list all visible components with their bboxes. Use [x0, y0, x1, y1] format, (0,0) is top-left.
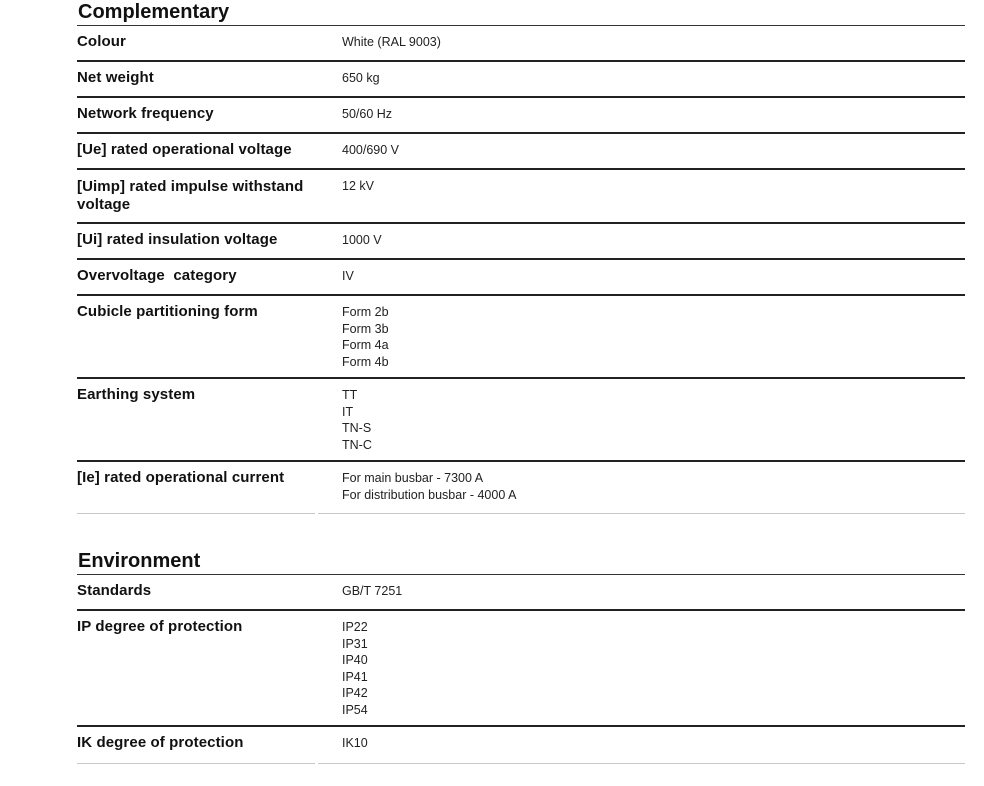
spec-value: For main busbar - 7300 A	[342, 471, 484, 485]
spec-row-uimp-voltage	[77, 170, 965, 224]
spec-value: Form 4b	[342, 354, 389, 369]
spec-value: IK10	[342, 736, 368, 750]
spec-values	[342, 170, 965, 222]
spec-label: Overvoltage category	[77, 267, 237, 284]
spec-value: IV	[342, 269, 354, 283]
spec-row-ui-voltage	[77, 224, 965, 260]
spec-values	[342, 26, 965, 60]
spec-row-ie-current	[77, 462, 965, 514]
spec-row-overvoltage-category	[77, 260, 965, 296]
spec-label: IK degree of protection	[77, 734, 244, 751]
spec-value: TN-C	[342, 437, 372, 452]
spec-row-cubicle-partitioning	[77, 296, 965, 379]
spec-value: White (RAL 9003)	[342, 35, 441, 49]
spec-values	[342, 260, 965, 294]
spec-value: IP42	[342, 686, 368, 700]
spec-row-ip-degree	[77, 611, 965, 727]
spec-values	[342, 296, 965, 377]
spec-label: Cubicle partitioning form	[77, 303, 258, 320]
spec-label: Earthing system	[77, 386, 196, 403]
spec-value: Form 3b	[342, 321, 389, 336]
spec-value: Form 4a	[342, 338, 389, 352]
spec-label: Standards	[77, 582, 152, 599]
spec-value: IP40	[342, 653, 368, 667]
spec-value: IP41	[342, 669, 368, 684]
spec-value: IT	[342, 404, 354, 419]
spec-value: 1000 V	[342, 233, 382, 247]
spec-value: GB/T 7251	[342, 584, 403, 598]
spec-label: [Ui] rated insulation voltage	[77, 231, 278, 248]
spec-values	[342, 224, 965, 258]
section-title: Environment	[77, 549, 965, 575]
spec-values	[342, 134, 965, 168]
spec-label: [Ie] rated operational current	[77, 469, 285, 486]
spec-row-standards	[77, 575, 965, 611]
spec-sheet	[77, 0, 965, 764]
spec-label: [Ue] rated operational voltage	[77, 141, 292, 158]
spec-label: Net weight	[77, 69, 154, 86]
spec-row-net-weight	[77, 62, 965, 98]
spec-row-ik-degree	[77, 727, 965, 764]
spec-values	[342, 575, 965, 609]
spec-values	[342, 727, 965, 764]
spec-values	[342, 462, 965, 514]
spec-label: [Uimp] rated impulse withstand voltage	[77, 178, 304, 213]
spec-value: For distribution busbar - 4000 A	[342, 487, 517, 502]
spec-values	[342, 379, 965, 460]
spec-values	[342, 98, 965, 132]
spec-label: IP degree of protection	[77, 618, 243, 635]
spec-value: Form 2b	[342, 305, 389, 319]
spec-value: 400/690 V	[342, 143, 399, 157]
section-title: Complementary	[77, 0, 965, 26]
complementary-section	[77, 0, 965, 514]
spec-row-ue-voltage	[77, 134, 965, 170]
spec-label: Network frequency	[77, 105, 214, 122]
spec-row-colour	[77, 26, 965, 62]
spec-value: TT	[342, 388, 358, 402]
environment-section	[77, 549, 965, 764]
spec-value: 650 kg	[342, 71, 380, 85]
spec-value: 50/60 Hz	[342, 107, 393, 121]
spec-value: IP22	[342, 620, 368, 634]
spec-value: 12 kV	[342, 179, 374, 193]
spec-values	[342, 62, 965, 96]
spec-row-network-frequency	[77, 98, 965, 134]
spec-label: Colour	[77, 33, 126, 50]
spec-value: TN-S	[342, 421, 372, 435]
spec-value: IP31	[342, 636, 368, 651]
spec-value: IP54	[342, 702, 368, 717]
spec-values	[342, 611, 965, 725]
spec-row-earthing-system	[77, 379, 965, 462]
